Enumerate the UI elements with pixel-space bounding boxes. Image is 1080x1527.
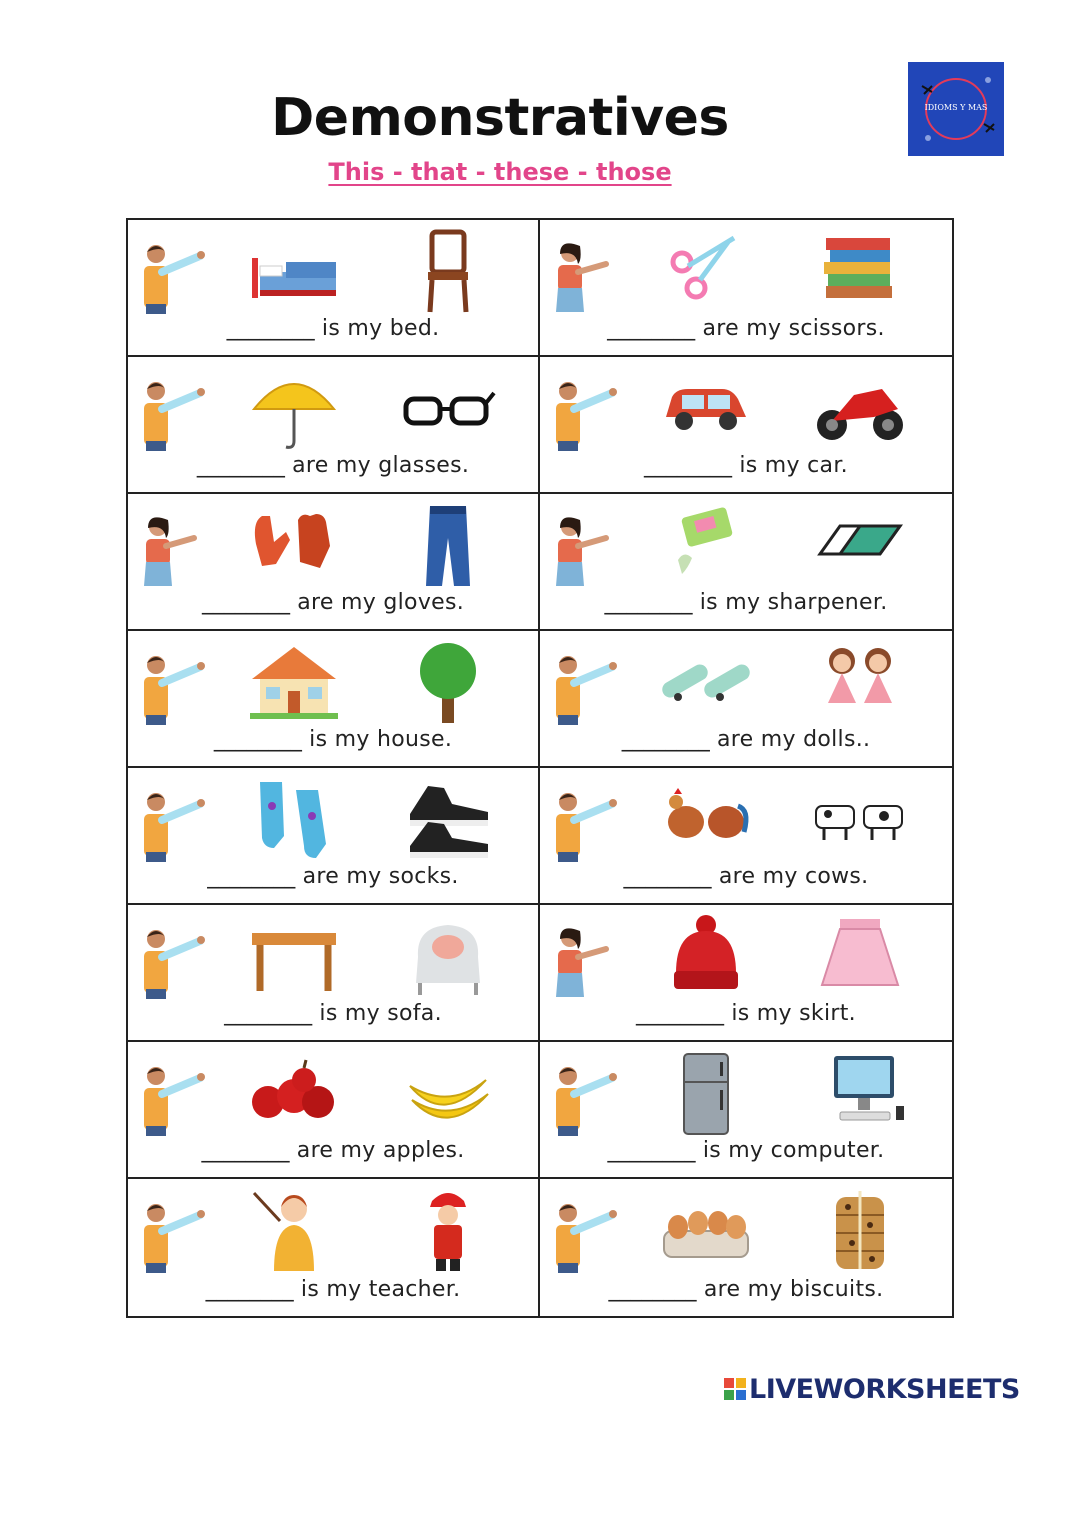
jeans-icon xyxy=(400,502,496,588)
exercise-cell xyxy=(540,905,952,1042)
sentence-text: is my teacher. xyxy=(300,1277,461,1302)
answer-blank[interactable]: ________ xyxy=(644,453,733,478)
sentence xyxy=(128,316,538,341)
sentence-text: is my computer. xyxy=(702,1138,885,1163)
computer-icon xyxy=(812,1050,908,1136)
bananas-icon xyxy=(400,1050,496,1136)
sentence-text: are my dolls.. xyxy=(716,727,871,752)
answer-blank[interactable]: ________ xyxy=(213,727,302,752)
roosters-icon xyxy=(658,776,754,862)
liveworksheets-logo-icon xyxy=(724,1378,746,1400)
sentence xyxy=(128,590,538,615)
sentence xyxy=(540,864,952,889)
sentence-text: are my apples. xyxy=(296,1138,465,1163)
exercise-cell xyxy=(128,1179,540,1316)
sentence-text: are my glasses. xyxy=(292,453,470,478)
pointing-woman-icon xyxy=(138,512,208,590)
sentence-text: is my sharpener. xyxy=(699,590,888,615)
pointing-man-icon xyxy=(138,238,208,316)
exercise-cell xyxy=(128,1042,540,1179)
answer-blank[interactable]: ________ xyxy=(604,590,693,615)
armchair-icon xyxy=(400,913,496,999)
gloves-icon xyxy=(246,502,342,588)
teacher-icon xyxy=(246,1187,342,1273)
house-icon xyxy=(246,639,342,725)
exercise-cell xyxy=(128,357,540,494)
answer-blank[interactable]: ________ xyxy=(623,864,712,889)
sentence-text: are my cows. xyxy=(718,864,869,889)
brand-logo xyxy=(908,62,1004,156)
exercise-cell xyxy=(128,905,540,1042)
apples-icon xyxy=(246,1050,342,1136)
answer-blank[interactable]: ________ xyxy=(196,453,285,478)
sentence-text: is my house. xyxy=(309,727,453,752)
sentence xyxy=(128,864,538,889)
car-icon xyxy=(658,365,754,451)
footer-brand[interactable] xyxy=(724,1374,1020,1405)
page-title: Demonstratives xyxy=(271,88,729,148)
exercise-cell xyxy=(540,768,952,905)
sharpener-icon xyxy=(658,502,754,588)
answer-blank[interactable]: ________ xyxy=(636,1001,725,1026)
pointing-man-icon xyxy=(550,649,620,727)
exercise-cell xyxy=(540,1042,952,1179)
chair-icon xyxy=(400,228,496,314)
pointing-man-icon xyxy=(138,375,208,453)
pointing-woman-icon xyxy=(550,238,620,316)
motorcycle-icon xyxy=(812,365,908,451)
sentence xyxy=(128,1001,538,1026)
pointing-man-icon xyxy=(550,786,620,864)
exercise-grid xyxy=(126,218,954,1318)
sentence-text: are my gloves. xyxy=(297,590,465,615)
answer-blank[interactable]: ________ xyxy=(205,1277,294,1302)
sentence xyxy=(540,453,952,478)
sentence xyxy=(540,727,952,752)
sentence xyxy=(540,1001,952,1026)
answer-blank[interactable]: ________ xyxy=(226,316,315,341)
skateboards-icon xyxy=(658,639,754,725)
glasses-icon xyxy=(400,365,496,451)
answer-blank[interactable]: ________ xyxy=(607,1138,696,1163)
books-icon xyxy=(812,228,908,314)
page-subtitle: This - that - these - those xyxy=(328,158,672,186)
exercise-cell xyxy=(540,220,952,357)
biscuits-icon xyxy=(812,1187,908,1273)
sentence-text: are my socks. xyxy=(302,864,459,889)
dolls-icon xyxy=(812,639,908,725)
beanie-icon xyxy=(658,913,754,999)
exercise-cell xyxy=(540,494,952,631)
pointing-man-icon xyxy=(550,1060,620,1138)
tree-icon xyxy=(400,639,496,725)
answer-blank[interactable]: ________ xyxy=(607,316,696,341)
sneakers-icon xyxy=(400,776,496,862)
table-icon xyxy=(246,913,342,999)
sentence xyxy=(128,727,538,752)
sentence xyxy=(128,453,538,478)
exercise-cell xyxy=(128,494,540,631)
exercise-cell xyxy=(128,768,540,905)
answer-blank[interactable]: ________ xyxy=(201,1138,290,1163)
socks-icon xyxy=(246,776,342,862)
answer-blank[interactable]: ________ xyxy=(608,1277,697,1302)
exercise-cell xyxy=(128,220,540,357)
sentence-text: is my car. xyxy=(739,453,848,478)
exercise-cell xyxy=(540,1179,952,1316)
skirt-icon xyxy=(812,913,908,999)
pointing-man-icon xyxy=(550,1197,620,1275)
sentence-text: are my scissors. xyxy=(702,316,885,341)
pointing-man-icon xyxy=(138,786,208,864)
exercise-cell xyxy=(128,631,540,768)
pointing-man-icon xyxy=(138,1197,208,1275)
answer-blank[interactable]: ________ xyxy=(621,727,710,752)
sentence-text: is my bed. xyxy=(321,316,440,341)
pointing-man-icon xyxy=(138,923,208,1001)
sentence xyxy=(540,1277,952,1302)
sentence xyxy=(128,1277,538,1302)
pointing-man-icon xyxy=(138,649,208,727)
answer-blank[interactable]: ________ xyxy=(224,1001,313,1026)
scissors-icon xyxy=(658,228,754,314)
sentence-text: is my sofa. xyxy=(319,1001,442,1026)
bed-icon xyxy=(246,228,342,314)
pointing-man-icon xyxy=(550,375,620,453)
sentence xyxy=(128,1138,538,1163)
eraser-icon xyxy=(812,502,908,588)
answer-blank[interactable]: ________ xyxy=(207,864,296,889)
exercise-cell xyxy=(540,357,952,494)
cows-icon xyxy=(812,776,908,862)
firefighter-icon xyxy=(400,1187,496,1273)
sentence-text: are my biscuits. xyxy=(703,1277,884,1302)
fridge-icon xyxy=(658,1050,754,1136)
eggs-icon xyxy=(658,1187,754,1273)
pointing-woman-icon xyxy=(550,512,620,590)
pointing-man-icon xyxy=(138,1060,208,1138)
exercise-cell xyxy=(540,631,952,768)
answer-blank[interactable]: ________ xyxy=(201,590,290,615)
sentence xyxy=(540,1138,952,1163)
sentence xyxy=(540,590,952,615)
sentence xyxy=(540,316,952,341)
umbrella-icon xyxy=(246,365,342,451)
footer-brand-text: LIVEWORKSHEETS xyxy=(749,1374,1020,1405)
logo-text: IDIOMS Y MAS xyxy=(924,103,988,112)
pointing-woman-icon xyxy=(550,923,620,1001)
sentence-text: is my skirt. xyxy=(731,1001,856,1026)
